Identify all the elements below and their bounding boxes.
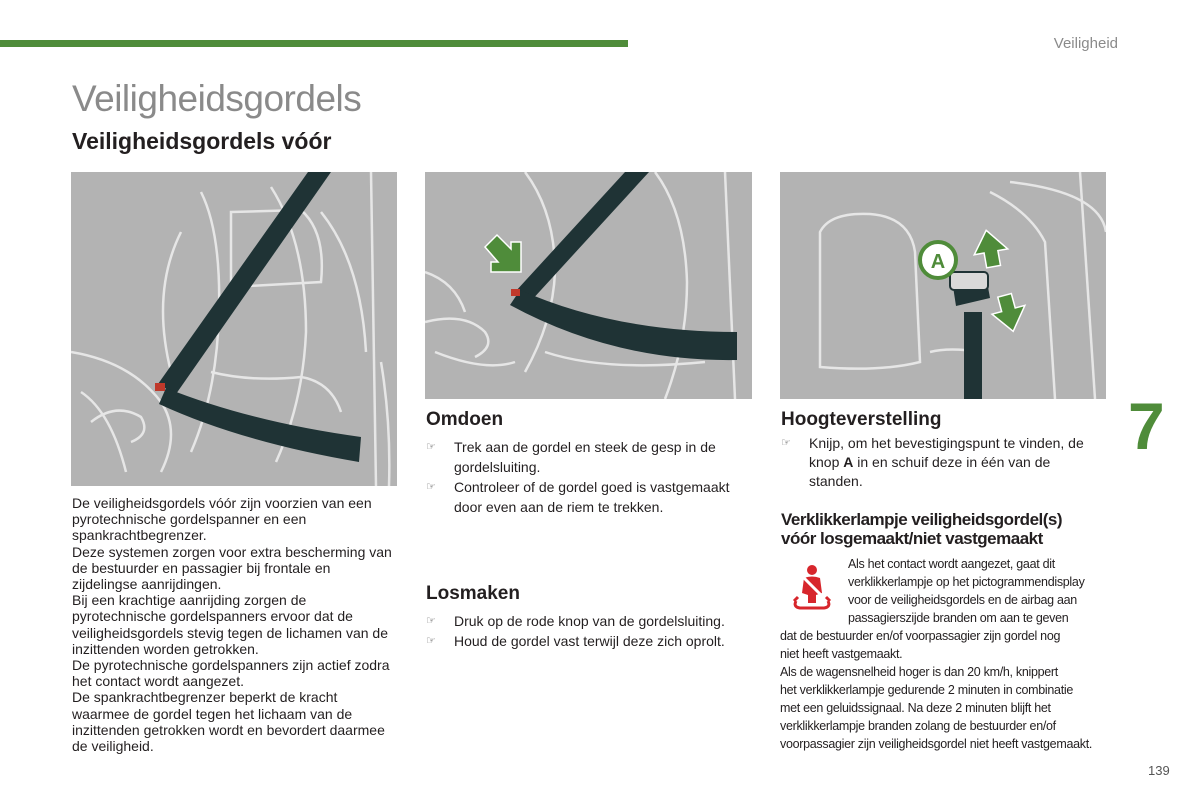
- page-subtitle: Veiligheidsgordels vóór: [72, 128, 332, 154]
- list-item: ☞ Houd de gordel vast terwijl deze zich oprolt.: [426, 633, 725, 649]
- unfastening-list: [426, 611, 748, 651]
- warning-heading: Verklikkerlampje veiligheidsgordel(s) vóór losgemaakt/niet vastgemaakt: [781, 510, 1063, 548]
- pointing-hand-icon: ☞: [426, 441, 436, 453]
- intro-paragraph-4: De pyrotechnische gordelspanners zijn actief zodra het contact wordt aangezet.: [72, 657, 390, 690]
- illustration-height-adjustment: [780, 172, 1106, 399]
- section-label: Veiligheid: [1053, 35, 1118, 52]
- height-adjustment-list: [781, 434, 1103, 491]
- page-title: Veiligheidsgordels: [72, 78, 362, 119]
- list-item: ☞ Knijp, om het bevestigingspunt te vinden, de knop A in en schuif deze in één van de standen.: [781, 435, 1084, 489]
- intro-paragraph-5: De spankrachtbegrenzer beperkt de kracht waarmee de gordel tegen het lichaam van de inzittenden getrokken wordt en bevordert daarmee de veiligheid.: [72, 689, 385, 755]
- pointing-hand-icon: ☞: [781, 437, 791, 449]
- height-adjustment-heading: Hoogteverstelling: [781, 409, 942, 430]
- intro-paragraph-2: Deze systemen zorgen voor extra bescherming van de bestuurder en passagier bij frontale en zijdelingse aanrijdingen.: [72, 543, 392, 593]
- list-item: ☞ Druk op de rode knop van de gordelsluiting.: [426, 613, 725, 629]
- page-number: 139: [1148, 763, 1170, 778]
- fastening-heading: Omdoen: [426, 409, 504, 430]
- pointing-hand-icon: ☞: [426, 635, 436, 647]
- intro-text: [72, 495, 392, 754]
- illustration-driver-seat-belt: [71, 172, 397, 486]
- pointing-hand-icon: ☞: [426, 481, 436, 493]
- header-accent-bar: [0, 40, 628, 47]
- fastening-list: [426, 437, 748, 517]
- intro-paragraph-3: Bij een krachtige aanrijding zorgen de pyrotechnische gordelspanners ervoor dat de veiligheidsgordels stevig tegen de lichamen van de inzittenden worden getrokken.: [72, 592, 388, 657]
- unfastening-heading: Losmaken: [426, 583, 520, 604]
- illustration-label-a: A: [930, 251, 946, 273]
- illustration-fastening-belt: [425, 172, 752, 399]
- list-item: ☞ Controleer of de gordel goed is vastgemaakt door even aan de riem te trekken.: [426, 479, 730, 515]
- warning-text: Als het contact wordt aangezet, gaat dit verklikkerlampje op het pictogrammendisplay voor de veiligheidsgordels en de airbag aan passagierszijde branden om aan te geven dat de bestuurder en/of voorpassagier zijn gordel nog niet heeft vastgemaakt. Als de wagensnelheid hoger is dan 20 km/h, knippert het verklikkerlampje gedurende 2 minuten in combinatie met een geluidssignaal. Na deze 2 minuten blijft het verklikkerlampje branden zolang de bestuurder en/of voorpassagier zijn veiligheidsgordel niet heeft vastgemaakt.: [780, 557, 1093, 751]
- list-item: ☞ Trek aan de gordel en steek de gesp in de gordelsluiting.: [426, 439, 716, 475]
- chapter-number: 7: [1128, 389, 1165, 463]
- pointing-hand-icon: ☞: [426, 615, 436, 627]
- intro-paragraph-1: De veiligheidsgordels vóór zijn voorzien van een pyrotechnische gordelspanner en een spankrachtbegrenzer.: [72, 495, 372, 544]
